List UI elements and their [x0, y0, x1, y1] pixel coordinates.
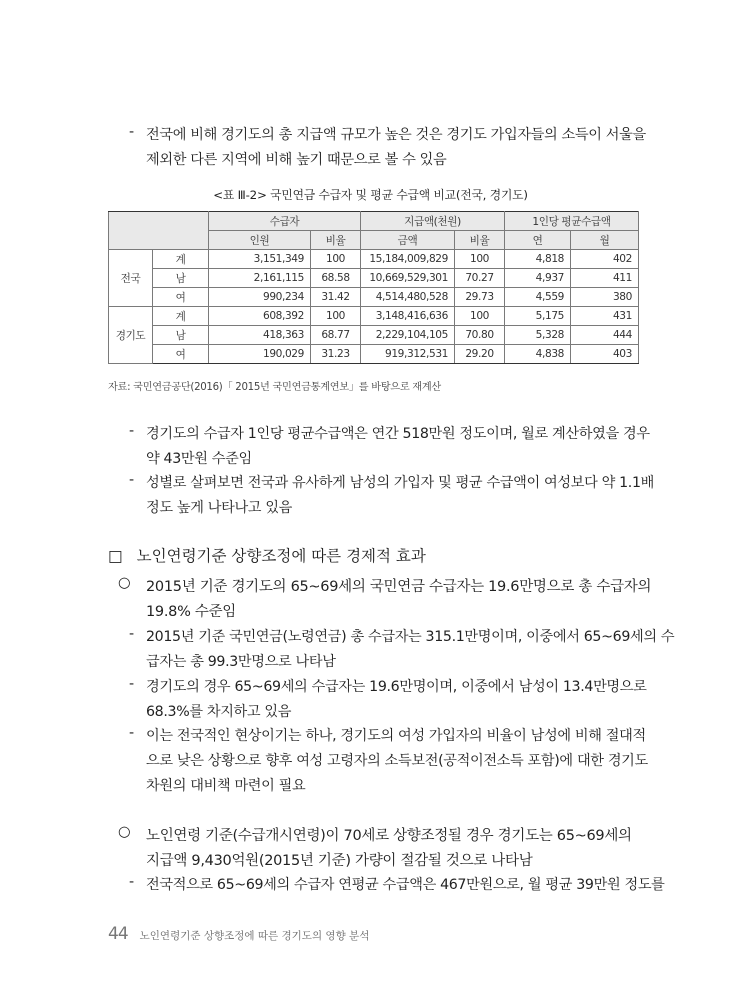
monthly-cell: 380	[571, 288, 639, 307]
amount-ratio-cell: 29.20	[455, 345, 505, 364]
people-ratio-cell: 68.58	[311, 269, 361, 288]
people-cell: 990,234	[209, 288, 311, 307]
dash-marker: -	[129, 124, 135, 140]
sub-line-2: 급자는 총 99.3만명으로 나타남	[146, 654, 336, 670]
table-row	[109, 345, 639, 364]
monthly-cell: 444	[571, 326, 639, 345]
amount-cell: 3,148,416,636	[361, 307, 455, 326]
table-source-note: 자료: 국민연금공단(2016)「 2015년 국민연금통계연보」를 바탕으로 재계산	[108, 382, 441, 393]
bullet-line-2: 정도 높게 나타나고 있음	[146, 500, 293, 516]
people-cell: 190,029	[209, 345, 311, 364]
table-row	[109, 288, 639, 307]
circle-marker-icon: ○	[118, 824, 131, 840]
people-ratio-cell: 100	[311, 250, 361, 269]
people-cell: 2,161,115	[209, 269, 311, 288]
header-amount: 금액	[361, 231, 455, 250]
sub-cell: 계	[153, 307, 209, 326]
monthly-cell: 403	[571, 345, 639, 364]
square-marker-icon: □	[108, 547, 123, 565]
header-monthly: 월	[571, 231, 639, 250]
annual-cell: 4,818	[505, 250, 571, 269]
annual-cell: 4,937	[505, 269, 571, 288]
circle-marker-icon: ○	[118, 575, 131, 591]
dash-marker: -	[129, 423, 135, 439]
amount-cell: 10,669,529,301	[361, 269, 455, 288]
pension-comparison-table	[108, 211, 639, 364]
table-row	[109, 307, 639, 326]
annual-cell: 5,175	[505, 307, 571, 326]
people-cell: 608,392	[209, 307, 311, 326]
intro-bullet-line-1: 전국에 비해 경기도의 총 지급액 규모가 높은 것은 경기도 가입자들의 소득이 서울을	[146, 127, 646, 143]
table-row	[109, 326, 639, 345]
monthly-cell: 431	[571, 307, 639, 326]
annual-cell: 4,838	[505, 345, 571, 364]
header-recipients: 수급자	[209, 212, 361, 231]
header-per-capita: 1인당 평균수급액	[505, 212, 639, 231]
sub-line-1: 이는 전국적인 현상이기는 하나, 경기도의 여성 가입자의 비율이 남성에 비해 절대적	[146, 728, 646, 744]
point-2-line-1: 노인연령 기준(수급개시연령)이 70세로 상향조정될 경우 경기도는 65~69세의	[146, 828, 632, 844]
dash-marker: -	[129, 676, 135, 692]
annual-cell: 5,328	[505, 326, 571, 345]
amount-cell: 4,514,480,528	[361, 288, 455, 307]
people-ratio-cell: 68.77	[311, 326, 361, 345]
sub-line-1: 경기도의 경우 65~69세의 수급자는 19.6만명이며, 이중에서 남성이 13.4만명으로	[146, 679, 647, 695]
page-footer	[108, 924, 369, 944]
page-number: 44	[108, 924, 128, 944]
annual-cell: 4,559	[505, 288, 571, 307]
amount-ratio-cell: 70.27	[455, 269, 505, 288]
dash-marker: -	[129, 626, 135, 642]
monthly-cell: 402	[571, 250, 639, 269]
people-cell: 3,151,349	[209, 250, 311, 269]
people-ratio-cell: 31.23	[311, 345, 361, 364]
region-cell-gyeonggi: 경기도	[109, 307, 153, 364]
amount-cell: 2,229,104,105	[361, 326, 455, 345]
sub-line-3: 차원의 대비책 마련이 필요	[146, 778, 306, 794]
point-1-line-1: 2015년 기준 경기도의 65~69세의 국민연금 수급자는 19.6만명으로 총 수급자의	[146, 579, 652, 595]
intro-bullet-line-2: 제외한 다른 지역에 비해 높기 때문으로 볼 수 있음	[146, 152, 447, 168]
running-title: 노인연령기준 상향조정에 따른 경기도의 영향 분석	[139, 930, 370, 942]
sub-cell: 여	[153, 345, 209, 364]
point-2-line-2: 지급액 9,430억원(2015년 기준) 가량이 절감될 것으로 나타남	[146, 853, 533, 869]
sub-cell: 남	[153, 326, 209, 345]
people-cell: 418,363	[209, 326, 311, 345]
monthly-cell: 411	[571, 269, 639, 288]
table-row	[109, 269, 639, 288]
header-people: 인원	[209, 231, 311, 250]
header-people-ratio: 비율	[311, 231, 361, 250]
table-corner-cell	[109, 212, 209, 250]
sub-line-2: 68.3%를 차지하고 있음	[146, 704, 292, 720]
amount-cell: 15,184,009,829	[361, 250, 455, 269]
header-payments: 지급액(천원)	[361, 212, 505, 231]
sub-cell: 여	[153, 288, 209, 307]
dash-marker: -	[129, 874, 135, 890]
people-ratio-cell: 31.42	[311, 288, 361, 307]
region-cell-national: 전국	[109, 250, 153, 307]
dash-marker: -	[129, 472, 135, 488]
sub-line-2: 으로 낮은 상황으로 향후 여성 고령자의 소득보전(공적이전소득 포함)에 대한 경기도	[146, 753, 648, 769]
amount-ratio-cell: 70.80	[455, 326, 505, 345]
section-heading	[108, 544, 426, 566]
table-caption: <표 Ⅲ-2> 국민연금 수급자 및 평균 수급액 비교(전국, 경기도)	[213, 188, 528, 202]
table-row	[109, 250, 639, 269]
section-title: 노인연령기준 상향조정에 따른 경제적 효과	[136, 547, 426, 565]
table-header-row-1	[109, 212, 639, 231]
bullet-line-1: 성별로 살펴보면 전국과 유사하게 남성의 가입자 및 평균 수급액이 여성보다 약 1.1배	[146, 475, 654, 491]
sub-cell: 계	[153, 250, 209, 269]
people-ratio-cell: 100	[311, 307, 361, 326]
sub-line-1: 전국적으로 65~69세의 수급자 연평균 수급액은 467만원으로, 월 평균 39만원 정도를	[146, 877, 665, 893]
sub-cell: 남	[153, 269, 209, 288]
sub-line-1: 2015년 기준 국민연금(노령연금) 총 수급자는 315.1만명이며, 이중에서 65~69세의 수	[146, 629, 675, 645]
bullet-line-2: 약 43만원 수준임	[146, 451, 252, 467]
header-annual: 연	[505, 231, 571, 250]
amount-ratio-cell: 100	[455, 250, 505, 269]
bullet-line-1: 경기도의 수급자 1인당 평균수급액은 연간 518만원 정도이며, 월로 계산하였을 경우	[146, 426, 650, 442]
amount-ratio-cell: 100	[455, 307, 505, 326]
dash-marker: -	[129, 725, 135, 741]
header-amount-ratio: 비율	[455, 231, 505, 250]
amount-cell: 919,312,531	[361, 345, 455, 364]
point-1-line-2: 19.8% 수준임	[146, 604, 236, 620]
amount-ratio-cell: 29.73	[455, 288, 505, 307]
